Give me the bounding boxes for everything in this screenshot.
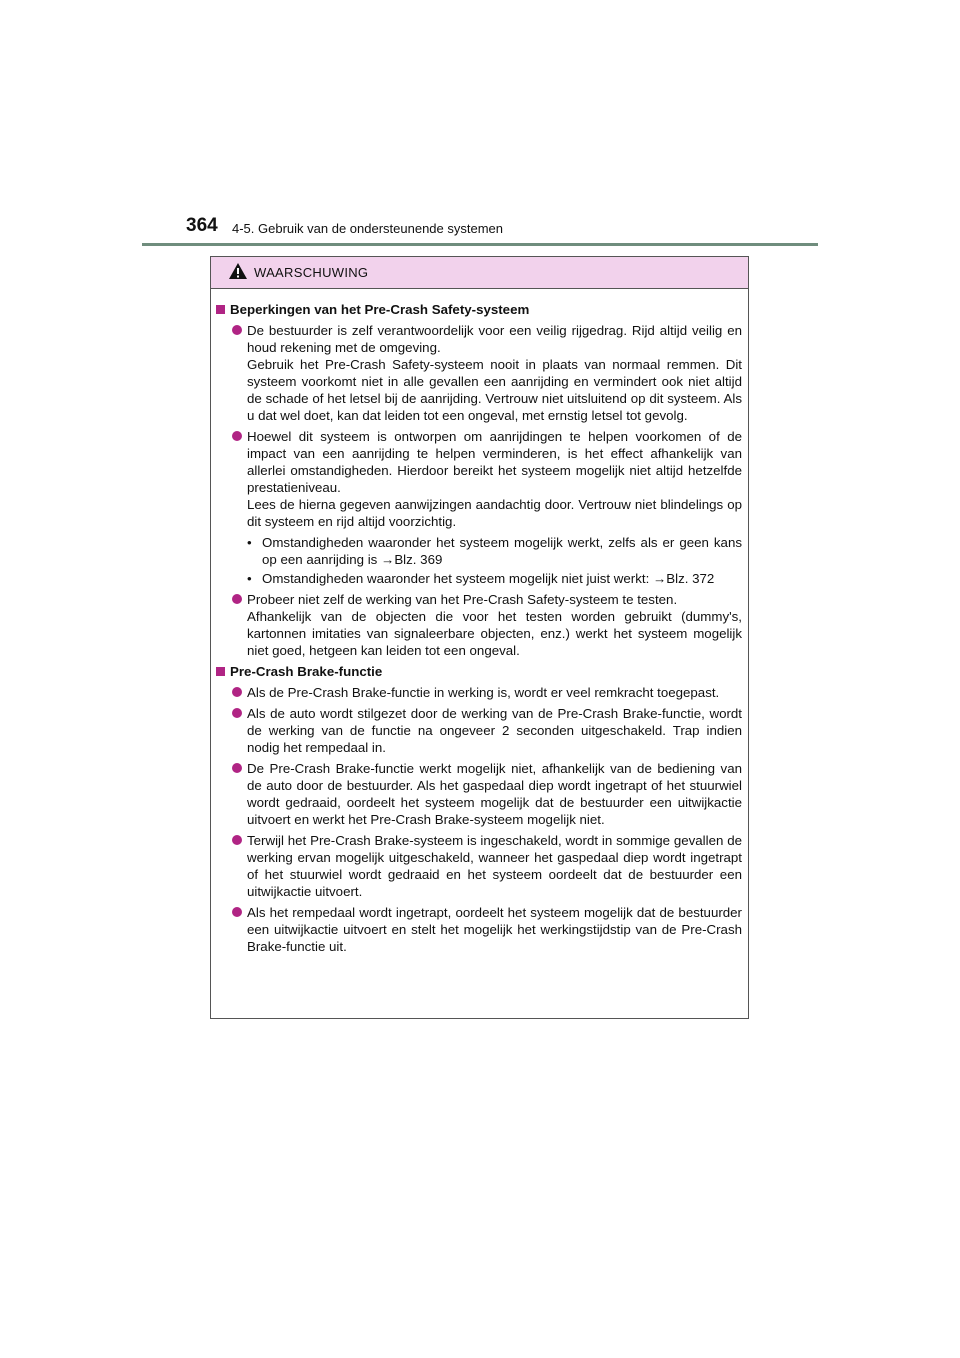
- item-paragraph: Probeer niet zelf de werking van het Pre-Crash Safety-systeem te testen.: [247, 592, 678, 607]
- round-bullet-icon: [232, 687, 242, 697]
- bullet-item: [216, 684, 742, 701]
- header-divider: [142, 243, 818, 246]
- sub-list: [247, 534, 742, 587]
- sub-list-item: [247, 534, 742, 568]
- section-heading: [216, 663, 742, 680]
- round-bullet-icon: [232, 431, 242, 441]
- sub-list-item: [247, 570, 742, 587]
- item-paragraph: Als de Pre-Crash Brake-functie in werking is, wordt er veel remkracht toegepast.: [247, 685, 720, 700]
- round-bullet-icon: [232, 907, 242, 917]
- warning-body: [211, 289, 748, 955]
- round-bullet-icon: [232, 763, 242, 773]
- item-paragraph: Terwijl het Pre-Crash Brake-systeem is ingeschakeld, wordt in sommige gevallen de werking ervan mogelijk uitgeschakeld, wanneer het gaspedaal diep wordt ingetrapt of het stuurwiel wordt gedraaid en het systeem oordeelt dat de bestuurder een uitwijkactie uitvoert.: [247, 833, 742, 899]
- bullet-item: [216, 904, 742, 955]
- warning-box: [210, 256, 749, 1019]
- round-bullet-icon: [232, 708, 242, 718]
- item-paragraph: Gebruik het Pre-Crash Safety-systeem nooit in plaats van normaal remmen. Dit systeem voorkomt niet in alle gevallen een aanrijding en vermindert ook niet altijd de schade of het letsel bij de aanrijding. Vertrouw niet uitsluitend op dit systeem. Als u dat wel doet, kan dat leiden tot een ongeval, met ernstig letsel tot gevolg.: [247, 357, 742, 423]
- item-paragraph: De Pre-Crash Brake-functie werkt mogelijk niet, afhankelijk van de bediening van de auto door de bestuurder. Als het gaspedaal diep wordt ingetrapt of het stuurwiel wordt gedraaid, oordeelt het systeem mogelijk dat de bestuurder een uitwijkactie uitvoert en werkt het Pre-Crash Brake-systeem mogelijk niet.: [247, 761, 742, 827]
- item-paragraph: Afhankelijk van de objecten die voor het testen worden gebruikt (dummy's, kartonnen imitaties van signaleerbare objecten, enz.) werkt het systeem mogelijk niet goed, hetgeen kan leiden tot een ongeval.: [247, 609, 742, 658]
- sub-list-item-text: Omstandigheden waaronder het systeem mogelijk werkt, zelfs als er geen kans op een aanrijding is →Blz. 369: [262, 535, 742, 567]
- item-paragraph: Als de auto wordt stilgezet door de werking van de Pre-Crash Brake-functie, wordt de werking van de functie na ongeveer 2 seconden uitgeschakeld. Trap indien nodig het rempedaal in.: [247, 706, 742, 755]
- item-paragraph: Hoewel dit systeem is ontworpen om aanrijdingen te helpen voorkomen of de impact van een aanrijding te helpen verminderen, is het effect afhankelijk van allerlei omstandigheden. Hierdoor bereikt het systeem mogelijk niet altijd hetzelfde prestatieniveau.: [247, 429, 742, 495]
- item-paragraph: De bestuurder is zelf verantwoordelijk voor een veilig rijgedrag. Rijd altijd veilig en houd rekening met de omgeving.: [247, 323, 742, 355]
- bullet-item: [216, 832, 742, 900]
- section-title: 4-5. Gebruik van de ondersteunende systemen: [232, 221, 504, 236]
- item-paragraph: Als het rempedaal wordt ingetrapt, oordeelt het systeem mogelijk dat de bestuurder een uitwijkactie uitvoert en stelt het mogelijk het werkingstijdstip van de Pre-Crash Brake-functie uit.: [247, 905, 742, 954]
- section-heading-text: Beperkingen van het Pre-Crash Safety-systeem: [230, 302, 530, 317]
- bullet-item: [216, 322, 742, 424]
- sub-list-item-text: Omstandigheden waaronder het systeem mogelijk niet juist werkt: →Blz. 372: [262, 571, 715, 586]
- item-paragraph: Lees de hierna gegeven aanwijzingen aandachtig door. Vertrouw niet blindelings op dit systeem en rijd altijd voorzichtig.: [247, 497, 742, 529]
- page-number: 364: [186, 215, 218, 236]
- warning-title: WAARSCHUWING: [254, 265, 369, 280]
- small-bullet-icon: •: [247, 535, 252, 550]
- bullet-item: [216, 428, 742, 587]
- round-bullet-icon: [232, 325, 242, 335]
- square-bullet-icon: [216, 305, 225, 314]
- warning-triangle-icon: [228, 262, 248, 280]
- bullet-item: [216, 705, 742, 756]
- warning-header: [211, 257, 748, 289]
- small-bullet-icon: •: [247, 571, 252, 586]
- bullet-item: [216, 591, 742, 659]
- section-heading-text: Pre-Crash Brake-functie: [230, 664, 383, 679]
- section-heading: [216, 301, 742, 318]
- square-bullet-icon: [216, 667, 225, 676]
- round-bullet-icon: [232, 594, 242, 604]
- bullet-item: [216, 760, 742, 828]
- round-bullet-icon: [232, 835, 242, 845]
